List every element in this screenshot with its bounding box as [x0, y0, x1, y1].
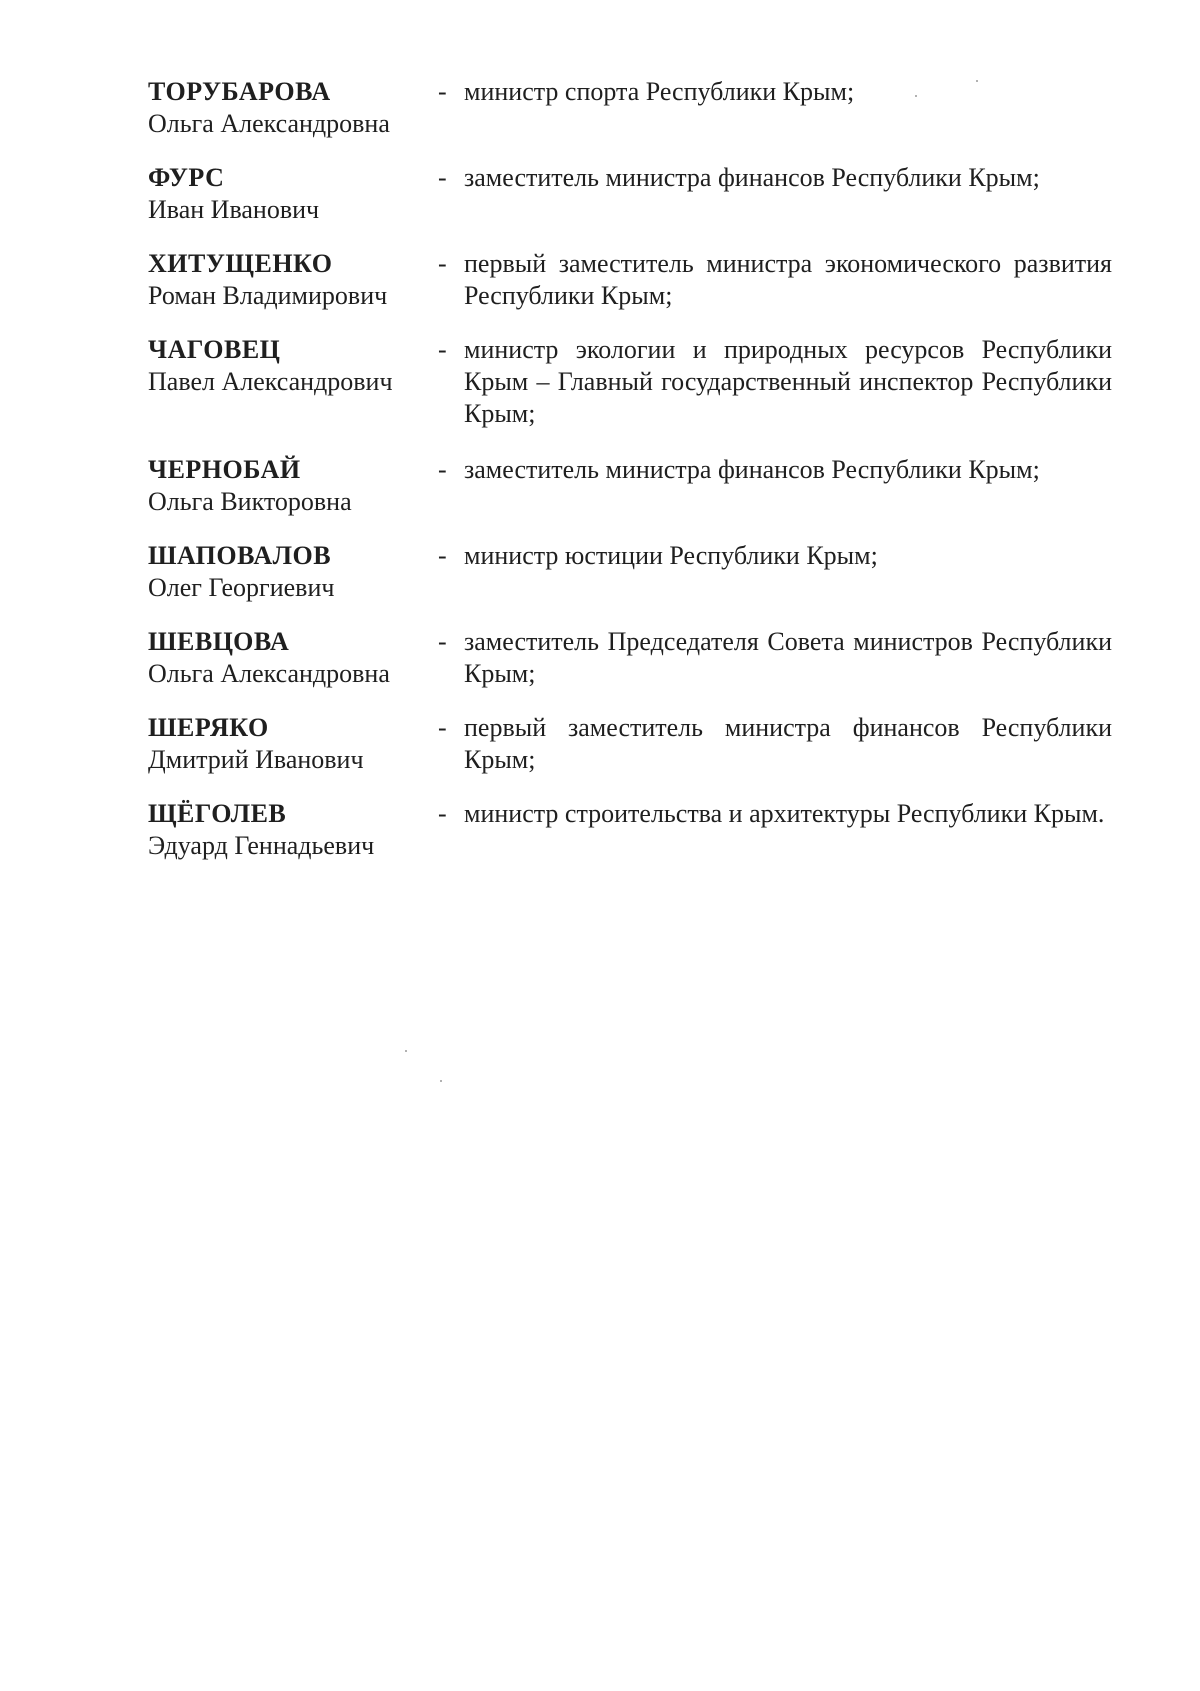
- list-item: [148, 798, 1112, 862]
- member-surname: ШЕРЯКО: [148, 713, 269, 742]
- separator-dash: -: [438, 713, 447, 742]
- member-name: [148, 248, 438, 312]
- scan-speck: [405, 1050, 407, 1052]
- scan-speck: [440, 1080, 442, 1082]
- member-name: [148, 76, 438, 140]
- member-role: первый заместитель министра финансов Республики Крым;: [464, 713, 1112, 774]
- member-role: заместитель министра финансов Республики Крым;: [464, 163, 1040, 192]
- member-role: заместитель Председателя Совета министров Республики Крым;: [464, 627, 1112, 688]
- list-item: [148, 334, 1112, 430]
- member-given-name: Эдуард Геннадьевич: [148, 831, 375, 860]
- list-item: [148, 248, 1112, 312]
- member-role: министр спорта Республики Крым;: [464, 77, 855, 106]
- separator-dash: -: [438, 77, 447, 106]
- separator-dash: -: [438, 627, 447, 656]
- separator-dash: -: [438, 335, 447, 364]
- list-item: [148, 540, 1112, 604]
- separator-dash: -: [438, 249, 447, 278]
- scan-speck: [976, 80, 978, 82]
- member-name: [148, 162, 438, 226]
- separator-dash: -: [438, 163, 447, 192]
- member-name: [148, 798, 438, 862]
- member-surname: ШАПОВАЛОВ: [148, 541, 332, 570]
- member-surname: ХИТУЩЕНКО: [148, 249, 333, 278]
- member-given-name: Павел Александрович: [148, 367, 393, 396]
- list-item: [148, 454, 1112, 518]
- member-role: министр юстиции Республики Крым;: [464, 541, 878, 570]
- list-item: [148, 712, 1112, 776]
- member-role: министр экологии и природных ресурсов Республики Крым – Главный государственный инспектор Республики Крым;: [464, 335, 1112, 428]
- separator-dash: -: [438, 541, 447, 570]
- scan-speck: [915, 95, 917, 97]
- list-item: [148, 162, 1112, 226]
- member-given-name: Роман Владимирович: [148, 281, 388, 310]
- member-list: [148, 76, 1112, 884]
- list-item: [148, 76, 1112, 140]
- member-role: заместитель министра финансов Республики Крым;: [464, 455, 1040, 484]
- member-surname: ЧАГОВЕЦ: [148, 335, 281, 364]
- separator-dash: -: [438, 455, 447, 484]
- member-name: [148, 712, 438, 776]
- member-given-name: Ольга Александровна: [148, 659, 390, 688]
- member-given-name: Ольга Викторовна: [148, 487, 352, 516]
- member-role: первый заместитель министра экономического развития Республики Крым;: [464, 249, 1112, 310]
- list-item: [148, 626, 1112, 690]
- member-name: [148, 540, 438, 604]
- member-role: министр строительства и архитектуры Республики Крым.: [464, 799, 1105, 828]
- member-surname: ЧЕРНОБАЙ: [148, 455, 301, 484]
- member-surname: ШЕВЦОВА: [148, 627, 290, 656]
- member-given-name: Дмитрий Иванович: [148, 745, 364, 774]
- member-given-name: Олег Георгиевич: [148, 573, 335, 602]
- member-given-name: Ольга Александровна: [148, 109, 390, 138]
- member-name: [148, 334, 438, 398]
- member-surname: ЩЁГОЛЕВ: [148, 799, 287, 828]
- separator-dash: -: [438, 799, 447, 828]
- member-surname: ТОРУБАРОВА: [148, 77, 331, 106]
- member-name: [148, 626, 438, 690]
- member-surname: ФУРС: [148, 163, 225, 192]
- member-given-name: Иван Иванович: [148, 195, 320, 224]
- member-name: [148, 454, 438, 518]
